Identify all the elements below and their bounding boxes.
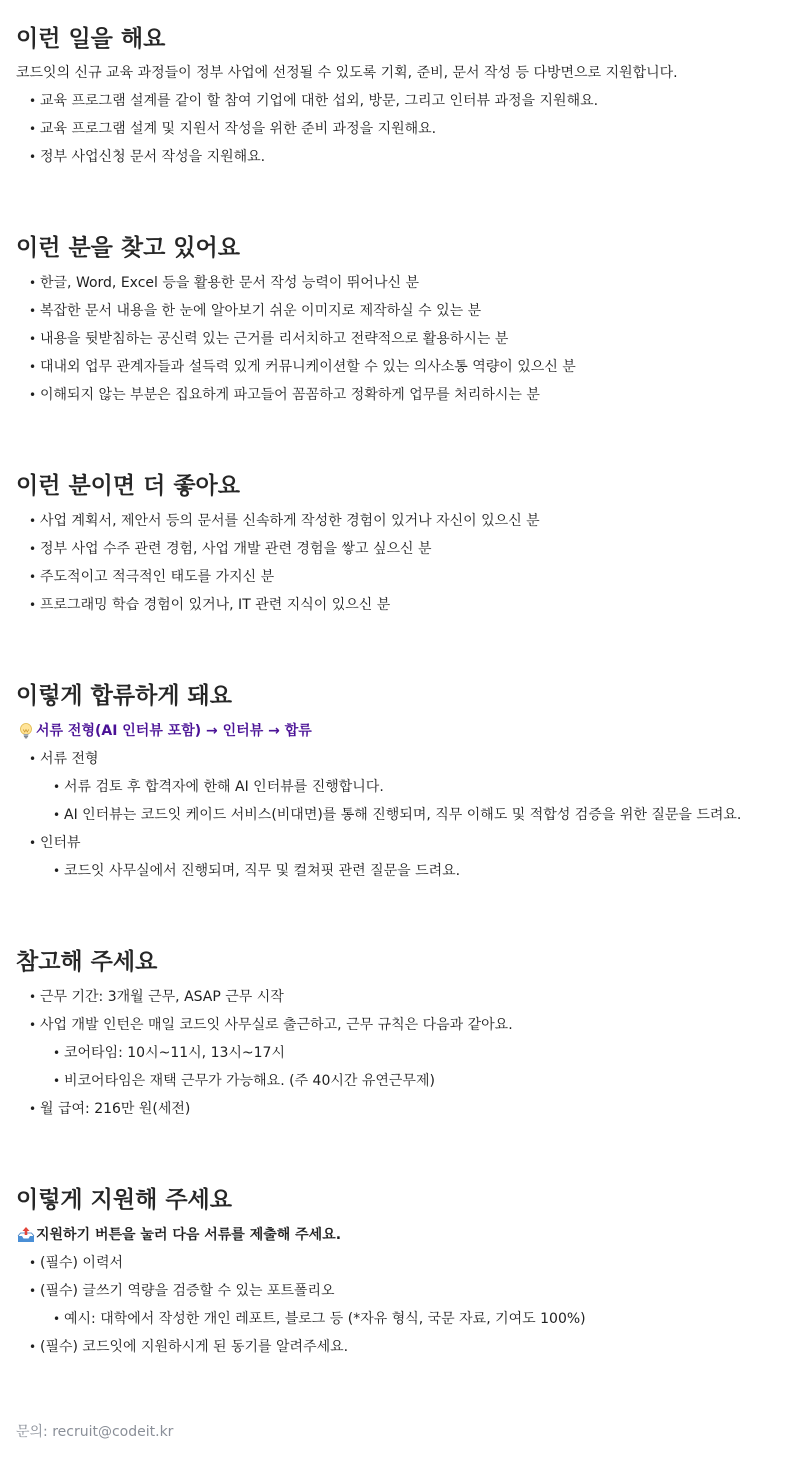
list-item: • 주도적이고 적극적인 태도를 가지신 분: [29, 569, 275, 585]
section-title-process: 이렇게 합류하게 돼요: [16, 683, 232, 709]
list-item: • 사업 계획서, 제안서 등의 문서를 신속하게 작성한 경험이 있거나 자신이 있으신 분: [29, 513, 540, 529]
section-title-looking-for: 이런 분을 찾고 있어요: [16, 235, 240, 261]
bullet-icon: •: [29, 514, 37, 528]
list-item: • 대내외 업무 관계자들과 설득력 있게 커뮤니케이션할 수 있는 의사소통 역량이 있으신 분: [29, 359, 576, 375]
section-intro-work: 코드잇의 신규 교육 과정들이 정부 사업에 선정될 수 있도록 기획, 준비, 문서 작성 등 다방면으로 지원합니다.: [16, 65, 678, 81]
list-item: • 코어타임: 10시~11시, 13시~17시: [53, 1045, 285, 1061]
bullet-icon: •: [53, 1046, 61, 1060]
bullet-icon: •: [53, 864, 61, 878]
bullet-icon: •: [29, 388, 37, 402]
contact-footer: 문의: recruit@codeit.kr: [16, 1424, 174, 1440]
bullet-icon: •: [29, 1018, 37, 1032]
list-item: • 복잡한 문서 내용을 한 눈에 알아보기 쉬운 이미지로 제작하실 수 있는 분: [29, 303, 482, 319]
list-item: • 이해되지 않는 부분은 집요하게 파고들어 꼼꼼하고 정확하게 업무를 처리하시는 분: [29, 387, 540, 403]
list-item: • 교육 프로그램 설계를 같이 할 참여 기업에 대한 섭외, 방문, 그리고 인터뷰 과정을 지원해요.: [29, 93, 599, 109]
list-item: • 사업 개발 인턴은 매일 코드잇 사무실로 출근하고, 근무 규칙은 다음과 같아요.: [29, 1017, 513, 1033]
bullet-icon: •: [29, 542, 37, 556]
list-item: • 근무 기간: 3개월 근무, ASAP 근무 시작: [29, 989, 284, 1005]
section-title-notes: 참고해 주세요: [16, 949, 158, 975]
list-item: • 월 급여: 216만 원(세전): [29, 1101, 191, 1117]
bullet-icon: •: [29, 150, 37, 164]
bullet-icon: •: [29, 276, 37, 290]
bullet-icon: •: [29, 360, 37, 374]
section-title-preferred: 이런 분이면 더 좋아요: [16, 473, 240, 499]
bullet-icon: •: [29, 304, 37, 318]
bullet-icon: •: [29, 332, 37, 346]
list-item: • 교육 프로그램 설계 및 지원서 작성을 위한 준비 과정을 지원해요.: [29, 121, 437, 137]
bullet-icon: •: [53, 1074, 61, 1088]
list-item: • (필수) 코드잇에 지원하시게 된 동기를 알려주세요.: [29, 1339, 349, 1355]
bullet-icon: •: [29, 570, 37, 584]
list-item: • 내용을 뒷받침하는 공신력 있는 근거를 리서치하고 전략적으로 활용하시는 분: [29, 331, 509, 347]
list-item: • 프로그래밍 학습 경험이 있거나, IT 관련 지식이 있으신 분: [29, 597, 391, 613]
bullet-icon: •: [29, 990, 37, 1004]
bullet-icon: •: [29, 1256, 37, 1270]
section-title-work: 이런 일을 해요: [16, 26, 166, 52]
list-item: • 정부 사업신청 문서 작성을 지원해요.: [29, 149, 266, 165]
bullet-icon: •: [53, 1312, 61, 1326]
bullet-icon: •: [53, 780, 61, 794]
bullet-icon: •: [29, 94, 37, 108]
outbox-tray-icon: [16, 1225, 36, 1245]
bullet-icon: •: [29, 1284, 37, 1298]
process-lead: 서류 전형(AI 인터뷰 포함) → 인터뷰 → 합류: [16, 721, 312, 741]
list-item: • 정부 사업 수주 관련 경험, 사업 개발 관련 경험을 쌓고 싶으신 분: [29, 541, 432, 557]
bullet-icon: •: [29, 752, 37, 766]
list-item: • (필수) 이력서: [29, 1255, 123, 1271]
bullet-icon: •: [29, 122, 37, 136]
section-title-apply: 이렇게 지원해 주세요: [16, 1187, 232, 1213]
bullet-icon: •: [53, 808, 61, 822]
list-item: • 서류 검토 후 합격자에 한해 AI 인터뷰를 진행합니다.: [53, 779, 384, 795]
list-item: • 코드잇 사무실에서 진행되며, 직무 및 컬쳐핏 관련 질문을 드려요.: [53, 863, 461, 879]
list-item: • 한글, Word, Excel 등을 활용한 문서 작성 능력이 뛰어나신 분: [29, 275, 419, 291]
bullet-icon: •: [29, 598, 37, 612]
apply-lead: 지원하기 버튼을 눌러 다음 서류를 제출해 주세요.: [16, 1225, 341, 1245]
bullet-icon: •: [29, 1102, 37, 1116]
list-item: • 인터뷰: [29, 835, 81, 851]
lightbulb-icon: [16, 721, 36, 741]
list-item: • 예시: 대학에서 작성한 개인 레포트, 블로그 등 (*자유 형식, 국문 자료, 기여도 100%): [53, 1311, 586, 1327]
list-item: • AI 인터뷰는 코드잇 케이드 서비스(비대면)를 통해 진행되며, 직무 이해도 및 적합성 검증을 위한 질문을 드려요.: [53, 807, 742, 823]
bullet-icon: •: [29, 1340, 37, 1354]
list-item: • 비코어타임은 재택 근무가 가능해요. (주 40시간 유연근무제): [53, 1073, 435, 1089]
list-item: • 서류 전형: [29, 751, 99, 767]
list-item: • (필수) 글쓰기 역량을 검증할 수 있는 포트폴리오: [29, 1283, 335, 1299]
bullet-icon: •: [29, 836, 37, 850]
